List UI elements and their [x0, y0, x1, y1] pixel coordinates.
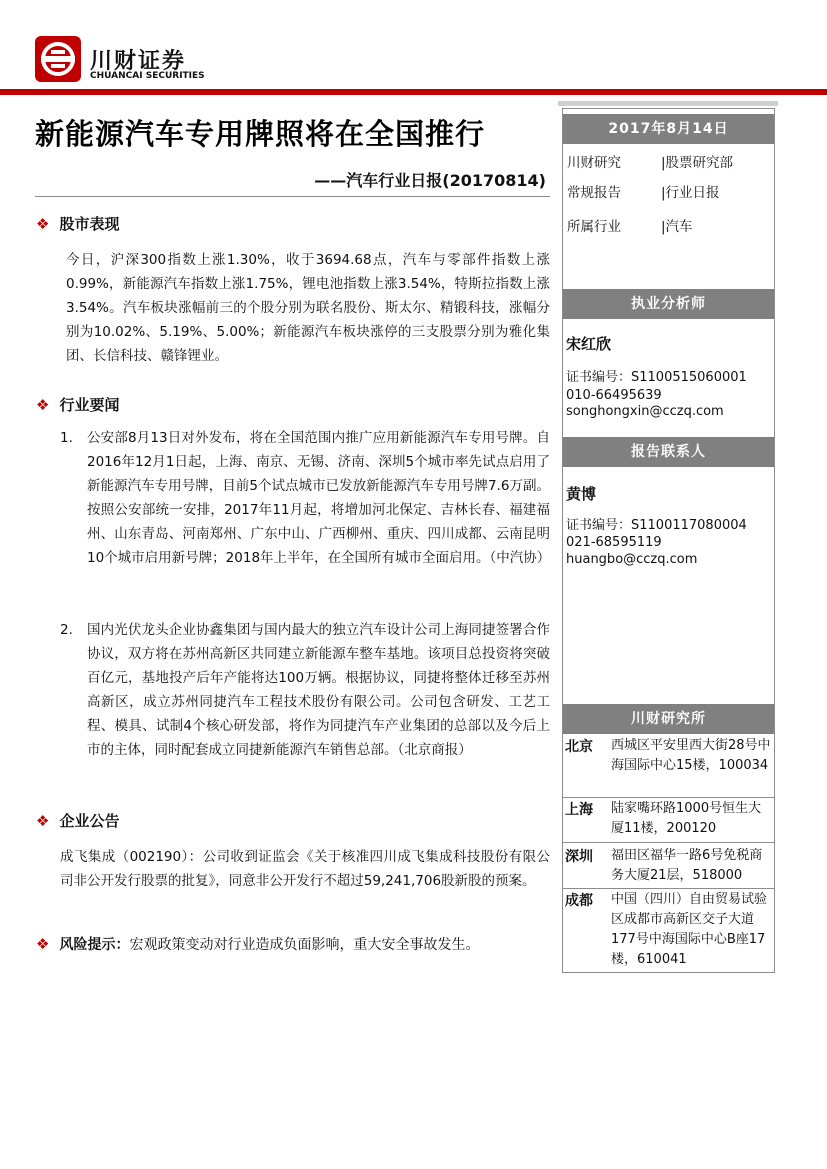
analyst-heading: 执业分析师: [563, 289, 774, 319]
office-divider: [563, 842, 774, 843]
sidebar-top-shadow: [558, 101, 778, 106]
market-paragraph: 今日，沪深300指数上涨1.30%，收于3694.68点，汽车与零部件指数上涨0.99%，新能源汽车指数上涨1.75%，锂电池指数上涨3.54%，特斯拉指数上涨3.54%。汽车板块涨幅前三的个股分别为联名股份、斯太尔、精锻科技，涨幅分别为10.02%、5.19%、5.00%；新能源汽车板块涨停的三支股票分别为雅化集团、长信科技、赣锋锂业。: [66, 252, 550, 364]
institute-heading: 川财研究所: [563, 704, 774, 734]
diamond-bullet-icon: ❖: [36, 215, 50, 233]
office-divider: [563, 797, 774, 798]
office-city: 上海: [565, 802, 593, 818]
diamond-bullet-icon: ❖: [36, 935, 50, 953]
meta-label-research: 川财研究: [567, 155, 621, 171]
news-item-text: 国内光伏龙头企业协鑫集团与国内最大的独立汽车设计公司上海同捷签署合作协议，双方将在苏州高新区共同建立新能源车整车基地。该项目总投资将突破百亿元，基地投产后年产能将达100万辆。根据协议，同捷将整体迁移至苏州高新区，成立苏州同捷汽车工程技术股份有限公司。公司包含研发、工艺工程、模具、试制4个核心研发部，将作为同捷汽车产业集团的总部以及今后上市的主体，同时配套成立同捷新能源汽车销售总部。（北京商报）: [87, 622, 550, 758]
report-date: 2017年8月14日: [563, 114, 774, 144]
analyst-phone: 010-66495639: [566, 388, 662, 403]
news-item-number: 1.: [60, 430, 73, 446]
contact-heading: 报告联系人: [563, 437, 774, 467]
office-city: 成都: [565, 893, 593, 909]
meta-value-industry: |汽车: [661, 219, 693, 235]
section-heading-news: ❖ 行业要闻: [36, 396, 120, 414]
office-divider: [563, 888, 774, 889]
brand-name-cn: 川财证券: [90, 49, 187, 74]
company-logo-icon: [35, 36, 81, 82]
brand-name-en: CHUANCAI SECURITIES: [90, 71, 205, 81]
meta-value-research: |股票研究部: [661, 155, 734, 171]
office-city: 北京: [565, 739, 593, 755]
sidebar: [562, 108, 775, 973]
office-address: 陆家嘴环路1000号恒生大厦11楼，200120: [611, 801, 762, 836]
contact-name: 黄博: [566, 485, 597, 503]
meta-label-type: 常规报告: [567, 185, 621, 201]
news-item-number: 2.: [60, 622, 73, 638]
risk-warning: [36, 934, 551, 954]
section-heading-market: ❖ 股市表现: [36, 215, 120, 233]
report-subtitle: ——汽车行业日报(20170814): [314, 171, 546, 190]
section-heading-announce: ❖ 企业公告: [36, 812, 120, 830]
diamond-bullet-icon: ❖: [36, 812, 50, 830]
meta-label-industry: 所属行业: [567, 219, 621, 235]
analyst-cert: 证书编号：S1100515060001: [566, 370, 747, 385]
analyst-name: 宋红欣: [566, 335, 612, 353]
risk-label: 风险提示：: [59, 937, 130, 953]
office-city: 深圳: [565, 849, 593, 865]
risk-text: 宏观政策变动对行业造成负面影响，重大安全事故发生。: [129, 937, 480, 953]
contact-email: huangbo@cczq.com: [566, 552, 698, 567]
office-address: 中国（四川）自由贸易试验区成都市高新区交子大道177号中海国际中心B座17楼，610041: [611, 892, 768, 967]
diamond-bullet-icon: ❖: [36, 396, 50, 414]
office-address: 西城区平安里西大街28号中海国际中心15楼，100034: [611, 738, 771, 773]
office-address: 福田区福华一路6号免税商务大厦21层，518000: [611, 848, 763, 883]
header-divider: [0, 89, 827, 95]
title-divider: [35, 196, 550, 197]
meta-value-type: |行业日报: [661, 185, 720, 201]
contact-phone: 021-68595119: [566, 535, 662, 550]
contact-cert: 证书编号：S1100117080004: [566, 518, 747, 533]
announce-paragraph: 成飞集成（002190）：公司收到证监会《关于核准四川成飞集成科技股份有限公司非公开发行股票的批复》，同意非公开发行不超过59,241,706股新股的预案。: [60, 849, 550, 889]
news-item-text: 公安部8月13日对外发布，将在全国范围内推广应用新能源汽车专用号牌。自2016年12月1日起，上海、南京、无锡、济南、深圳5个城市率先试点启用了新能源汽车专用号牌，目前5个试点城市已发放新能源汽车专用号牌7.6万副。按照公安部统一安排，2017年11月起，将增加河北保定、吉林长春、福建福州、山东青岛、河南郑州、广东中山、广西柳州、重庆、四川成都、云南昆明10个城市启用新号牌；2018年上半年，在全国所有城市全面启用。（中汽协）: [87, 430, 551, 566]
analyst-email: songhongxin@cczq.com: [566, 404, 724, 419]
report-title: 新能源汽车专用牌照将在全国推行: [35, 117, 486, 151]
